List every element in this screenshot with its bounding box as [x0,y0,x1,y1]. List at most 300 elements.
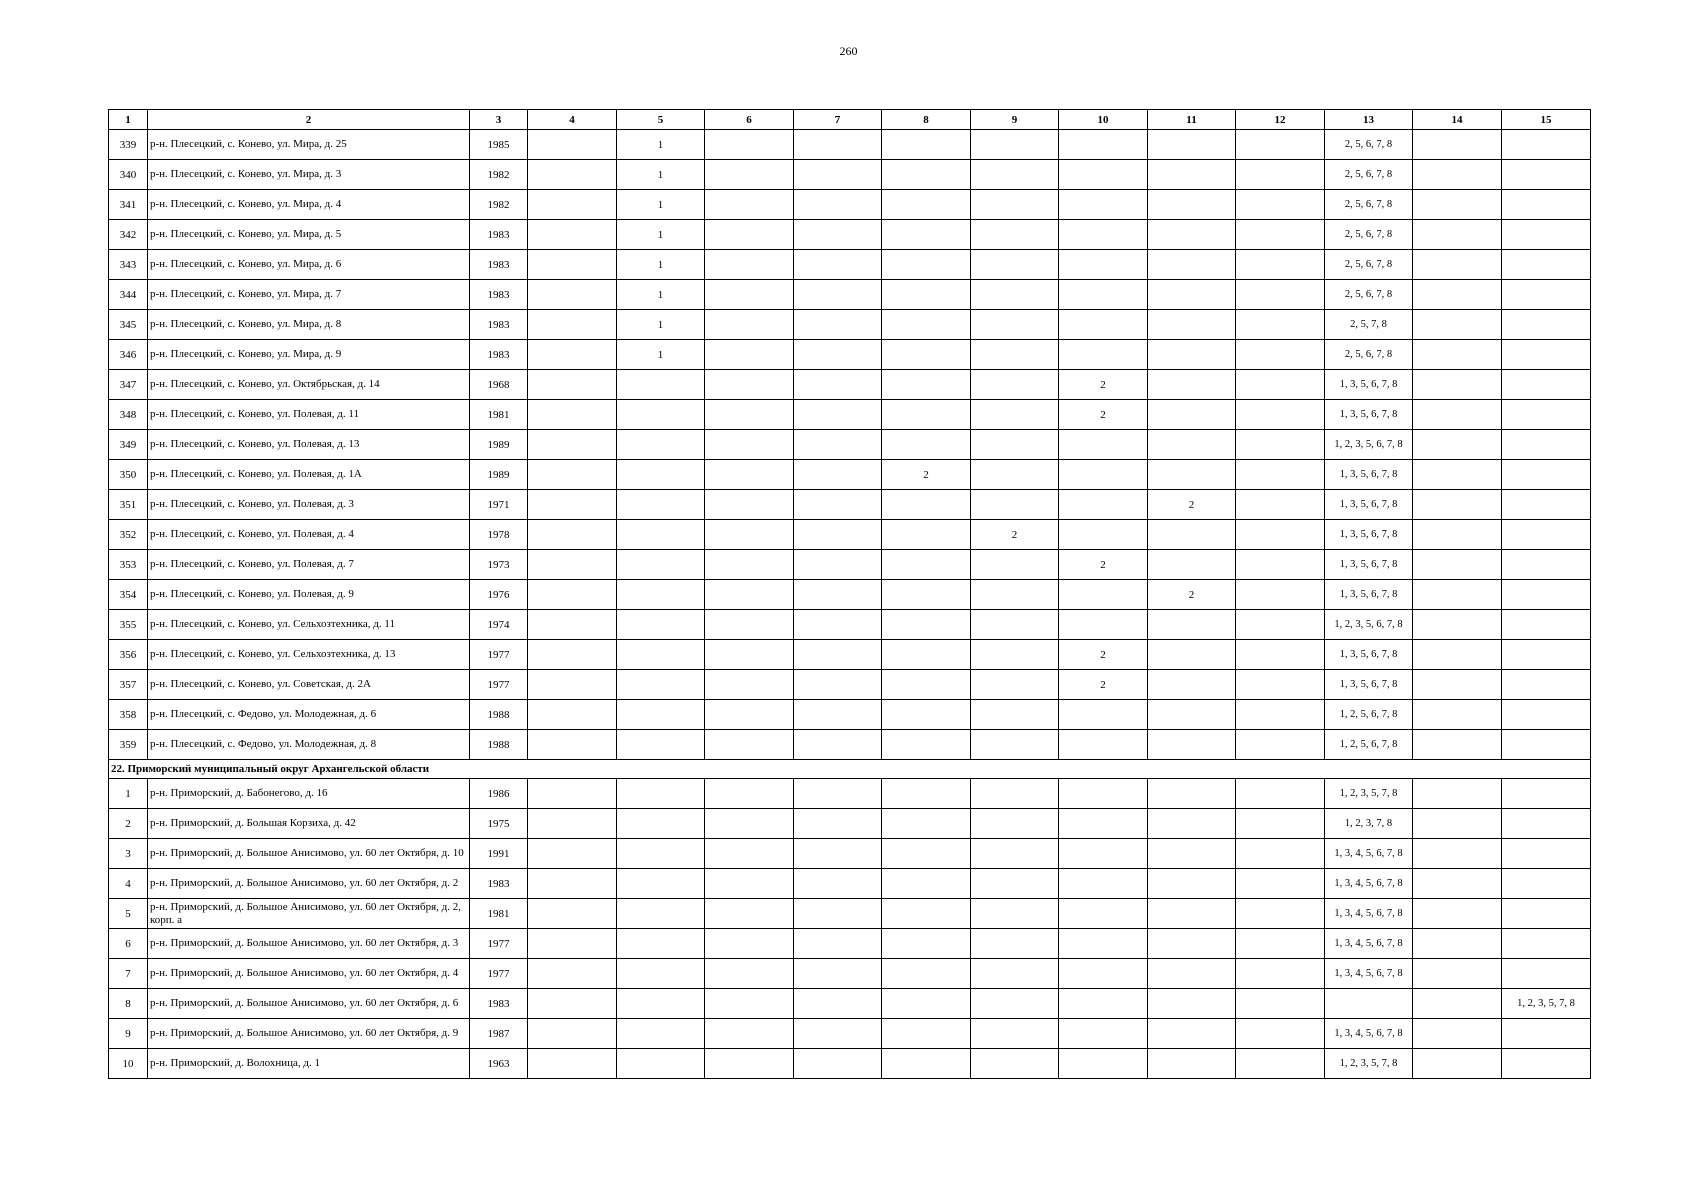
year-cell: 1977 [470,640,528,670]
table-cell [882,640,971,670]
table-row [109,490,1591,520]
table-cell [1236,959,1325,989]
year-cell: 1991 [470,839,528,869]
year-cell: 1976 [470,580,528,610]
table-cell [1413,809,1502,839]
table-cell [971,190,1059,220]
column-header: 10 [1059,110,1148,130]
year-cell: 1983 [470,220,528,250]
table-cell: 1, 3, 5, 6, 7, 8 [1325,580,1413,610]
address-cell: р-н. Плесецкий, с. Конево, ул. Мира, д. 3 [148,160,470,190]
table-cell [705,280,794,310]
table-cell [1413,340,1502,370]
row-number-cell: 359 [109,730,148,760]
year-cell: 1982 [470,190,528,220]
table-cell [617,640,705,670]
table-cell: 1, 3, 4, 5, 6, 7, 8 [1325,839,1413,869]
table-cell [1413,580,1502,610]
table-cell [1413,250,1502,280]
table-cell [882,779,971,809]
table-cell [882,1049,971,1079]
table-cell [794,640,882,670]
table-cell [971,610,1059,640]
table-cell [1236,730,1325,760]
table-cell [794,160,882,190]
table-cell [1148,1019,1236,1049]
table-row [109,610,1591,640]
year-cell: 1977 [470,670,528,700]
table-cell [971,310,1059,340]
table-cell [794,520,882,550]
table-cell [1148,220,1236,250]
table-cell [1502,899,1591,929]
table-row [109,989,1591,1019]
table-cell [794,1019,882,1049]
table-cell [1413,490,1502,520]
address-cell: р-н. Плесецкий, с. Конево, ул. Полевая, д. 11 [148,400,470,430]
address-cell: р-н. Приморский, д. Бабонегово, д. 16 [148,779,470,809]
table-cell [1236,869,1325,899]
table-cell [971,1019,1059,1049]
column-header: 7 [794,110,882,130]
table-row [109,250,1591,280]
table-cell [705,130,794,160]
table-cell [617,490,705,520]
table-cell: 1, 3, 4, 5, 6, 7, 8 [1325,899,1413,929]
table-row [109,869,1591,899]
table-cell [1413,989,1502,1019]
table-cell [794,899,882,929]
table-cell [1413,779,1502,809]
column-header: 12 [1236,110,1325,130]
table-cell [1413,310,1502,340]
address-cell: р-н. Плесецкий, с. Конево, ул. Мира, д. 9 [148,340,470,370]
table-cell: 2 [1059,400,1148,430]
table-row [109,899,1591,929]
table-cell [528,430,617,460]
table-cell [1413,460,1502,490]
table-cell [1148,730,1236,760]
table-cell [705,610,794,640]
row-number-cell: 5 [109,899,148,929]
table-cell [1502,580,1591,610]
row-number-cell: 348 [109,400,148,430]
address-cell: р-н. Приморский, д. Большое Анисимово, ул. 60 лет Октября, д. 4 [148,959,470,989]
address-cell: р-н. Приморский, д. Большое Анисимово, ул. 60 лет Октября, д. 9 [148,1019,470,1049]
table-row [109,370,1591,400]
table-cell: 1 [617,190,705,220]
table-cell: 2 [1059,550,1148,580]
year-cell: 1985 [470,130,528,160]
table-cell [1502,430,1591,460]
table-cell [1502,929,1591,959]
table-cell [1236,190,1325,220]
row-number-cell: 341 [109,190,148,220]
table-cell [617,1019,705,1049]
table-cell [617,520,705,550]
table-cell [1059,929,1148,959]
table-cell [1236,640,1325,670]
year-cell: 1986 [470,779,528,809]
table-cell [1148,670,1236,700]
table-cell [705,899,794,929]
year-cell: 1973 [470,550,528,580]
table-cell: 1 [617,160,705,190]
table-cell [705,1049,794,1079]
row-number-cell: 356 [109,640,148,670]
table-cell [705,809,794,839]
table-cell: 2, 5, 6, 7, 8 [1325,220,1413,250]
table-cell [794,190,882,220]
table-cell: 1, 3, 4, 5, 6, 7, 8 [1325,929,1413,959]
table-cell [1148,700,1236,730]
row-number-cell: 357 [109,670,148,700]
table-cell [617,989,705,1019]
table-cell: 1, 2, 5, 6, 7, 8 [1325,700,1413,730]
table-cell [971,700,1059,730]
table-cell [1502,700,1591,730]
table-cell [882,929,971,959]
table-cell [1148,340,1236,370]
table-cell: 2 [1059,640,1148,670]
row-number-cell: 355 [109,610,148,640]
table-cell [1059,1049,1148,1079]
table-cell [1148,370,1236,400]
column-header: 13 [1325,110,1413,130]
table-cell [1502,190,1591,220]
year-cell: 1981 [470,400,528,430]
table-row [109,670,1591,700]
year-cell: 1978 [470,520,528,550]
row-number-cell: 345 [109,310,148,340]
table-cell [528,580,617,610]
table-row [109,220,1591,250]
address-cell: р-н. Плесецкий, с. Конево, ул. Октябрьская, д. 14 [148,370,470,400]
table-cell [705,959,794,989]
table-cell [971,430,1059,460]
table-cell [971,580,1059,610]
table-cell [1236,460,1325,490]
row-number-cell: 339 [109,130,148,160]
table-cell [1502,869,1591,899]
table-cell [705,550,794,580]
table-cell [617,929,705,959]
table-cell [1236,130,1325,160]
column-header: 8 [882,110,971,130]
table-row [109,580,1591,610]
table-cell [882,310,971,340]
table-cell [794,130,882,160]
table-cell [971,959,1059,989]
table-row [109,929,1591,959]
table-cell [794,700,882,730]
row-number-cell: 3 [109,839,148,869]
column-header: 11 [1148,110,1236,130]
table-cell [705,220,794,250]
table-cell [528,730,617,760]
table-cell [528,370,617,400]
table-cell [1148,640,1236,670]
table-cell [971,280,1059,310]
table-cell [1502,809,1591,839]
table-cell: 1, 2, 5, 6, 7, 8 [1325,730,1413,760]
table-cell [882,280,971,310]
table-cell [794,929,882,959]
table-cell [794,730,882,760]
table-cell [705,670,794,700]
table-cell [971,869,1059,899]
table-cell: 2 [971,520,1059,550]
table-cell: 2, 5, 6, 7, 8 [1325,160,1413,190]
table-cell [617,839,705,869]
table-row [109,460,1591,490]
table-cell [1236,670,1325,700]
table-cell [705,869,794,899]
table-cell [971,160,1059,190]
table-cell [882,700,971,730]
table-cell: 2 [1059,370,1148,400]
table-cell [794,839,882,869]
table-cell [617,370,705,400]
table-cell [882,959,971,989]
column-header: 15 [1502,110,1591,130]
section-title: 22. Приморский муниципальный округ Архангельской области [109,760,1591,779]
table-cell [1236,550,1325,580]
table-cell [705,640,794,670]
table-cell [617,809,705,839]
table-cell [794,550,882,580]
table-cell [1148,869,1236,899]
row-number-cell: 8 [109,989,148,1019]
table-cell [882,190,971,220]
table-cell [1413,1019,1502,1049]
table-cell: 1 [617,130,705,160]
table-cell [705,779,794,809]
table-cell [1236,490,1325,520]
table-cell [528,310,617,340]
table-cell [794,959,882,989]
table-cell [1059,250,1148,280]
column-header: 6 [705,110,794,130]
table-cell: 1, 2, 3, 5, 7, 8 [1502,989,1591,1019]
table-cell: 1, 3, 5, 6, 7, 8 [1325,460,1413,490]
table-cell [1413,959,1502,989]
table-cell [1148,809,1236,839]
registry-table [108,109,1591,1079]
address-cell: р-н. Приморский, д. Большое Анисимово, ул. 60 лет Октября, д. 10 [148,839,470,869]
table-cell [1502,610,1591,640]
table-cell: 2 [1148,580,1236,610]
table-row [109,730,1591,760]
table-cell [705,340,794,370]
table-cell: 1, 3, 5, 6, 7, 8 [1325,370,1413,400]
table-cell [882,899,971,929]
table-cell [794,869,882,899]
table-cell: 2 [1059,670,1148,700]
table-cell [1413,550,1502,580]
table-cell [1413,929,1502,959]
address-cell: р-н. Плесецкий, с. Конево, ул. Полевая, д. 4 [148,520,470,550]
table-cell [1236,929,1325,959]
year-cell: 1971 [470,490,528,520]
address-cell: р-н. Плесецкий, с. Конево, ул. Полевая, д. 7 [148,550,470,580]
table-cell: 1, 3, 4, 5, 6, 7, 8 [1325,1019,1413,1049]
table-cell [1059,340,1148,370]
table-cell: 1, 2, 3, 5, 6, 7, 8 [1325,430,1413,460]
table-cell [794,809,882,839]
column-header: 9 [971,110,1059,130]
table-cell: 1 [617,340,705,370]
year-cell: 1963 [470,1049,528,1079]
table-cell [971,809,1059,839]
year-cell: 1983 [470,280,528,310]
table-cell [1502,340,1591,370]
table-cell [705,989,794,1019]
table-row [109,1049,1591,1079]
table-cell [1236,340,1325,370]
table-cell [1413,700,1502,730]
row-number-cell: 346 [109,340,148,370]
row-number-cell: 343 [109,250,148,280]
table-cell [882,340,971,370]
address-cell: р-н. Плесецкий, с. Федово, ул. Молодежная, д. 6 [148,700,470,730]
column-header: 1 [109,110,148,130]
table-cell [528,640,617,670]
table-cell [1148,839,1236,869]
table-cell [528,250,617,280]
table-cell [971,899,1059,929]
table-cell [1059,460,1148,490]
table-cell [1413,280,1502,310]
table-cell [971,340,1059,370]
table-cell [1502,730,1591,760]
table-cell [1502,779,1591,809]
row-number-cell: 2 [109,809,148,839]
row-number-cell: 344 [109,280,148,310]
address-cell: р-н. Плесецкий, с. Конево, ул. Мира, д. 5 [148,220,470,250]
table-cell [528,520,617,550]
table-cell [971,400,1059,430]
section-row [109,760,1591,779]
table-cell [971,989,1059,1019]
row-number-cell: 342 [109,220,148,250]
column-header: 5 [617,110,705,130]
table-cell: 1, 3, 5, 6, 7, 8 [1325,520,1413,550]
year-cell: 1977 [470,929,528,959]
table-cell [1325,989,1413,1019]
table-cell [882,370,971,400]
table-cell [1148,460,1236,490]
table-cell [1413,730,1502,760]
table-row [109,280,1591,310]
table-cell [617,730,705,760]
table-cell [971,460,1059,490]
address-cell: р-н. Плесецкий, с. Конево, ул. Мира, д. 7 [148,280,470,310]
table-cell [617,899,705,929]
year-cell: 1989 [470,460,528,490]
table-cell [1059,959,1148,989]
table-cell [705,580,794,610]
table-cell [705,730,794,760]
table-cell [1236,700,1325,730]
row-number-cell: 9 [109,1019,148,1049]
table-cell [1236,160,1325,190]
table-cell [1413,640,1502,670]
table-cell [882,809,971,839]
table-cell [794,250,882,280]
table-cell [971,779,1059,809]
table-cell [528,460,617,490]
table-cell: 1, 2, 3, 7, 8 [1325,809,1413,839]
table-cell [528,130,617,160]
table-cell [794,610,882,640]
table-cell [1148,250,1236,280]
table-cell [882,839,971,869]
table-cell [971,839,1059,869]
table-cell [1148,779,1236,809]
row-number-cell: 10 [109,1049,148,1079]
row-number-cell: 340 [109,160,148,190]
table-cell [705,190,794,220]
address-cell: р-н. Приморский, д. Большое Анисимово, ул. 60 лет Октября, д. 6 [148,989,470,1019]
table-row [109,310,1591,340]
table-cell [1059,190,1148,220]
address-cell: р-н. Плесецкий, с. Конево, ул. Полевая, д. 9 [148,580,470,610]
table-cell [1148,130,1236,160]
table-cell [1502,400,1591,430]
table-cell [794,490,882,520]
table-cell: 2, 5, 6, 7, 8 [1325,190,1413,220]
table-cell: 1 [617,250,705,280]
table-cell [617,430,705,460]
table-cell [882,610,971,640]
table-cell [1413,370,1502,400]
table-cell: 1, 3, 5, 6, 7, 8 [1325,400,1413,430]
table-cell [1413,899,1502,929]
table-cell [705,430,794,460]
table-cell [705,1019,794,1049]
table-cell [528,700,617,730]
address-cell: р-н. Приморский, д. Волохница, д. 1 [148,1049,470,1079]
table-cell [705,460,794,490]
year-cell: 1982 [470,160,528,190]
table-cell: 1, 2, 3, 5, 6, 7, 8 [1325,610,1413,640]
table-cell [617,670,705,700]
table-cell [1413,160,1502,190]
table-cell [1502,550,1591,580]
table-cell [971,670,1059,700]
table-cell [1413,610,1502,640]
table-row [109,959,1591,989]
table-cell [705,250,794,280]
table-cell [1413,839,1502,869]
table-row [109,400,1591,430]
table-row [109,190,1591,220]
table-cell [1236,310,1325,340]
year-cell: 1974 [470,610,528,640]
table-cell [705,400,794,430]
table-cell [882,1019,971,1049]
table-cell [971,1049,1059,1079]
table-cell [617,959,705,989]
table-row [109,640,1591,670]
table-cell [1059,280,1148,310]
table-cell [1502,370,1591,400]
year-cell: 1983 [470,340,528,370]
table-cell [971,490,1059,520]
table-cell: 1, 3, 5, 6, 7, 8 [1325,550,1413,580]
table-cell [1413,520,1502,550]
